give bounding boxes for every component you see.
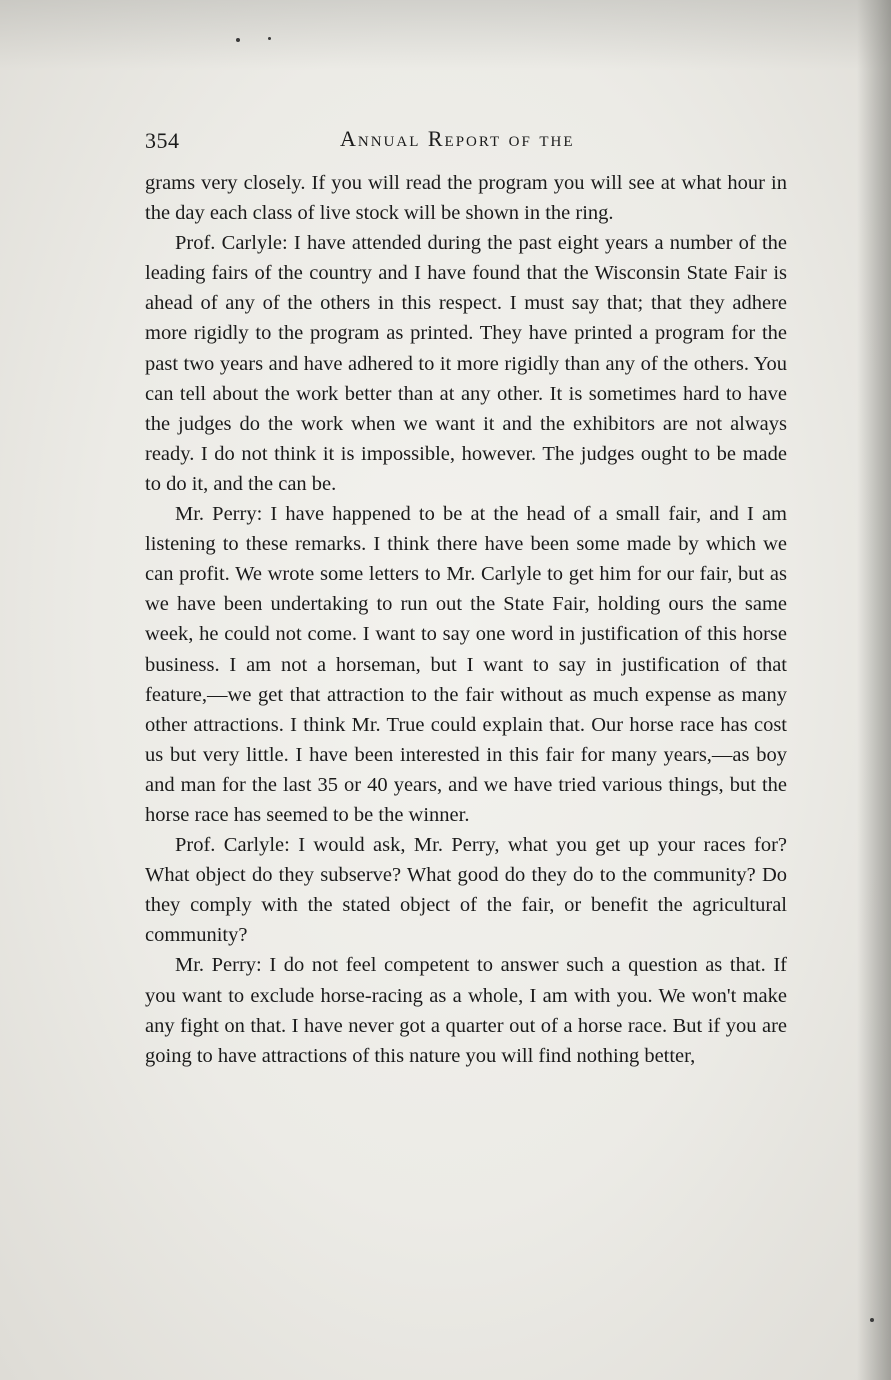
page-gutter-shadow bbox=[857, 0, 891, 1380]
paragraph: Prof. Carlyle: I would ask, Mr. Perry, what you get up your races for? What object do they subserve? What good do they do to the community? Do they comply with the stated object of the fair, or benefit the agricultural community? bbox=[145, 834, 787, 947]
page-header bbox=[145, 126, 785, 160]
running-head: Annual Report of the bbox=[340, 126, 575, 151]
paragraph: Mr. Perry: I do not feel competent to answer such a question as that. If you want to exclude horse-racing as a whole, I am with you. We won't make any fight on that. I have never got a quarter out of a horse race. But if you are going to have attractions of this nature you will find nothing better, bbox=[145, 954, 787, 1067]
paragraph: Mr. Perry: I have happened to be at the head of a small fair, and I am listening to these remarks. I think there have been some made by which we can profit. We wrote some letters to Mr. Carlyle to get him for our fair, but as we have been undertaking to run out the State Fair, holding ours the same week, he could not come. I want to say one word in justification of this horse business. I am not a horseman, but I want to say in justification of that feature,—we get that attraction to the fair without as much expense as many other attractions. I think Mr. True could explain that. Our horse race has cost us but very little. I have been interested in this fair for many years,—as boy and man for the last 35 or 40 years, and we have tried various things, but the horse race has seemed to be the winner. bbox=[145, 503, 787, 826]
ink-speck bbox=[870, 1318, 874, 1322]
body-text bbox=[145, 168, 787, 1071]
paragraph: Prof. Carlyle: I have attended during the past eight years a number of the leading fairs of the country and I have found that the Wisconsin State Fair is ahead of any of the others in this respect. I must say that; that they adhere more rigidly to the program as printed. They have printed a program for the past two years and have adhered to it more rigidly than any of the others. You can tell about the work better than at any other. It is sometimes hard to have the judges do the work when we want it and the exhibitors are not always ready. I do not think it is impossible, however. The judges ought to be made to do it, and the can be. bbox=[145, 232, 787, 495]
page-number: 354 bbox=[145, 128, 180, 153]
top-edge-shadow bbox=[0, 0, 891, 70]
paragraph: grams very closely. If you will read the program you will see at what hour in the day each class of live stock will be shown in the ring. bbox=[145, 172, 787, 225]
ink-speck bbox=[268, 37, 271, 40]
ink-speck bbox=[236, 38, 240, 42]
